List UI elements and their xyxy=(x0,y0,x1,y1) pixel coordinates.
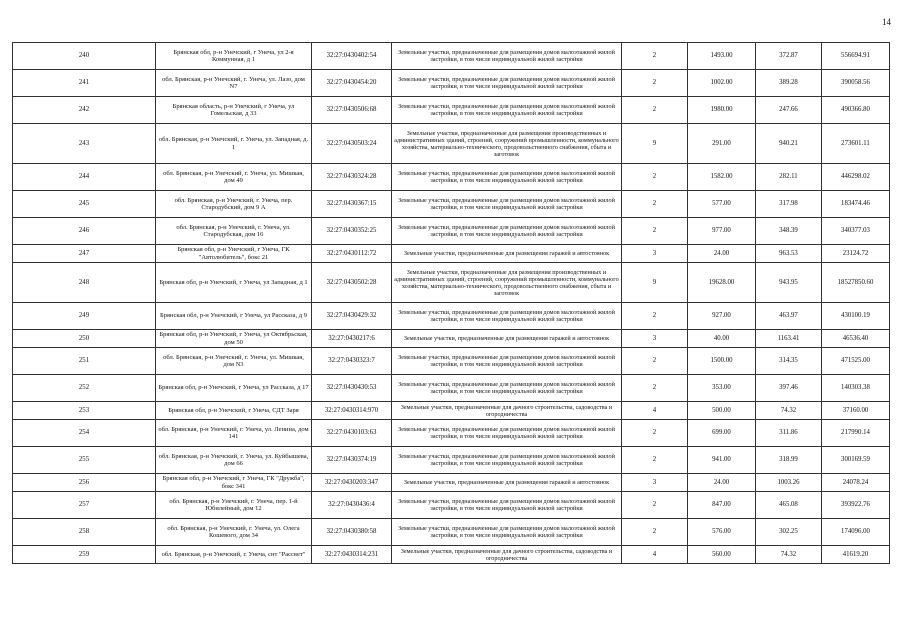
area-cell: 1582.00 xyxy=(688,164,756,191)
row-number-cell: 252 xyxy=(13,375,156,402)
group-number-cell: 4 xyxy=(622,402,688,420)
address-cell: обл. Брянская, р-н Унечский, г. Унеча, ул. Западная, д. 1 xyxy=(156,124,312,164)
area-cell: 1980.00 xyxy=(688,97,756,124)
cadastral-number-cell: 32:27:0430217:6 xyxy=(312,330,392,348)
cadastral-number-cell: 32:27:0430430:53 xyxy=(312,375,392,402)
area-cell: 577.00 xyxy=(688,191,756,218)
group-number-cell: 2 xyxy=(622,43,688,70)
area-cell: 1493.00 xyxy=(688,43,756,70)
cadastral-number-cell: 32:27:0430314:231 xyxy=(312,546,392,564)
row-number-cell: 240 xyxy=(13,43,156,70)
table-row xyxy=(13,70,890,97)
row-number-cell: 253 xyxy=(13,402,156,420)
table-row xyxy=(13,447,890,474)
specific-value-cell: 463.97 xyxy=(756,303,822,330)
specific-value-cell: 317.98 xyxy=(756,191,822,218)
address-cell: обл. Брянская, р-н Унечский, г. Унеча, снт "Рассвет" xyxy=(156,546,312,564)
area-cell: 500.00 xyxy=(688,402,756,420)
address-cell: обл. Брянская, р-н Унечский, г. Унеча, ул. Ленина, дом 141 xyxy=(156,420,312,447)
land-use-cell: Земельные участки, предназначенные для размещения домов малоэтажной жилой застройки, в том числе индивидуальной жилой застройки xyxy=(392,447,622,474)
land-use-cell: Земельные участки, предназначенные для размещения домов малоэтажной жилой застройки, в том числе индивидуальной жилой застройки xyxy=(392,43,622,70)
row-number-cell: 242 xyxy=(13,97,156,124)
specific-value-cell: 372.87 xyxy=(756,43,822,70)
group-number-cell: 2 xyxy=(622,420,688,447)
address-cell: обл. Брянская, р-н Унечский, г. Унеча, ул. Олега Кошевого, дом 34 xyxy=(156,519,312,546)
cadastral-value-cell: 556694.91 xyxy=(822,43,890,70)
cadastral-number-cell: 32:27:0430367:15 xyxy=(312,191,392,218)
row-number-cell: 250 xyxy=(13,330,156,348)
area-cell: 19628.00 xyxy=(688,263,756,303)
address-cell: обл. Брянская, р-н Унечский, г. Унеча, пер. 1-й Юбилейный, дом 12 xyxy=(156,492,312,519)
specific-value-cell: 314.35 xyxy=(756,348,822,375)
address-cell: Брянская обл, р-н Унечский, г Унеча, ул Октябрьская, дом 50 xyxy=(156,330,312,348)
row-number-cell: 247 xyxy=(13,245,156,263)
specific-value-cell: 963.53 xyxy=(756,245,822,263)
land-use-cell: Земельные участки, предназначенные для размещения производственных и административных зданий, строений, сооружений промышленности, коммунального хозяйства, материально-технического, продовольственного снабжения, сбыта и заготовок xyxy=(392,263,622,303)
group-number-cell: 2 xyxy=(622,218,688,245)
cadastral-number-cell: 32:27:0430314:970 xyxy=(312,402,392,420)
land-use-cell: Земельные участки, предназначенные для размещения домов малоэтажной жилой застройки, в том числе индивидуальной жилой застройки xyxy=(392,492,622,519)
table-row xyxy=(13,218,890,245)
cadastral-number-cell: 32:27:0430429:32 xyxy=(312,303,392,330)
row-number-cell: 249 xyxy=(13,303,156,330)
table-row xyxy=(13,375,890,402)
address-cell: обл. Брянская, р-н Унечский, г. Унеча, ул. Мишкая, дом 49 xyxy=(156,164,312,191)
table-row xyxy=(13,402,890,420)
specific-value-cell: 74.32 xyxy=(756,402,822,420)
area-cell: 291.00 xyxy=(688,124,756,164)
table-row xyxy=(13,43,890,70)
land-use-cell: Земельные участки, предназначенные для размещения домов малоэтажной жилой застройки, в том числе индивидуальной жилой застройки xyxy=(392,218,622,245)
row-number-cell: 246 xyxy=(13,218,156,245)
address-cell: Брянская обл, р-н Унечский, г Унеча, ул Рассказа, д 17 xyxy=(156,375,312,402)
cadastral-value-cell: 273601.11 xyxy=(822,124,890,164)
land-use-cell: Земельные участки, предназначенные для размещения домов малоэтажной жилой застройки, в том числе индивидуальной жилой застройки xyxy=(392,97,622,124)
group-number-cell: 2 xyxy=(622,348,688,375)
cadastral-value-cell: 46536.40 xyxy=(822,330,890,348)
specific-value-cell: 311.86 xyxy=(756,420,822,447)
specific-value-cell: 943.95 xyxy=(756,263,822,303)
row-number-cell: 259 xyxy=(13,546,156,564)
cadastral-value-cell: 24078.24 xyxy=(822,474,890,492)
address-cell: Брянская область, р-н Унечский, г Унеча, ул Гомельская, д 33 xyxy=(156,97,312,124)
table-row xyxy=(13,124,890,164)
table-row xyxy=(13,303,890,330)
table-row xyxy=(13,546,890,564)
row-number-cell: 243 xyxy=(13,124,156,164)
specific-value-cell: 348.39 xyxy=(756,218,822,245)
cadastral-value-cell: 300169.59 xyxy=(822,447,890,474)
row-number-cell: 254 xyxy=(13,420,156,447)
land-use-cell: Земельные участки, предназначенные для размещения домов малоэтажной жилой застройки, в том числе индивидуальной жилой застройки xyxy=(392,164,622,191)
group-number-cell: 2 xyxy=(622,191,688,218)
cadastral-number-cell: 32:27:0430324:28 xyxy=(312,164,392,191)
cadastral-value-cell: 37160.00 xyxy=(822,402,890,420)
cadastral-value-cell: 430100.19 xyxy=(822,303,890,330)
specific-value-cell: 389.28 xyxy=(756,70,822,97)
group-number-cell: 2 xyxy=(622,70,688,97)
group-number-cell: 2 xyxy=(622,492,688,519)
cadastral-value-cell: 18527850.60 xyxy=(822,263,890,303)
group-number-cell: 9 xyxy=(622,124,688,164)
land-use-cell: Земельные участки, предназначенные для размещения домов малоэтажной жилой застройки, в том числе индивидуальной жилой застройки xyxy=(392,420,622,447)
land-use-cell: Земельные участки, предназначенные для размещения домов малоэтажной жилой застройки, в том числе индивидуальной жилой застройки xyxy=(392,375,622,402)
specific-value-cell: 247.66 xyxy=(756,97,822,124)
address-cell: Брянская обл, р-н Унечский, г Унеча, СДТ Заря xyxy=(156,402,312,420)
land-use-cell: Земельные участки, предназначенные для размещения гаражей и автостоянок xyxy=(392,245,622,263)
table-row xyxy=(13,474,890,492)
cadastral-value-cell: 393922.76 xyxy=(822,492,890,519)
specific-value-cell: 302.25 xyxy=(756,519,822,546)
land-use-cell: Земельные участки, предназначенные для размещения домов малоэтажной жилой застройки, в том числе индивидуальной жилой застройки xyxy=(392,348,622,375)
land-use-cell: Земельные участки, предназначенные для дачного строительства, садоводства и огородничества xyxy=(392,546,622,564)
cadastral-value-cell: 390058.56 xyxy=(822,70,890,97)
address-cell: Брянская обл, р-н Унечский, г Унеча, ул Западная, д 1 xyxy=(156,263,312,303)
group-number-cell: 4 xyxy=(622,546,688,564)
group-number-cell: 2 xyxy=(622,375,688,402)
land-use-cell: Земельные участки, предназначенные для размещения домов малоэтажной жилой застройки, в том числе индивидуальной жилой застройки xyxy=(392,303,622,330)
cadastral-value-cell: 183474.46 xyxy=(822,191,890,218)
area-cell: 1500.00 xyxy=(688,348,756,375)
table-row xyxy=(13,191,890,218)
row-number-cell: 258 xyxy=(13,519,156,546)
group-number-cell: 3 xyxy=(622,245,688,263)
group-number-cell: 2 xyxy=(622,97,688,124)
group-number-cell: 2 xyxy=(622,519,688,546)
group-number-cell: 2 xyxy=(622,303,688,330)
address-cell: Брянская обл, р-н Унечский, г Унеча, ГК "Дружба", бокс 341 xyxy=(156,474,312,492)
address-cell: обл. Брянская, р-н Унечский, г. Унеча, ул. Мишкая, дом N3 xyxy=(156,348,312,375)
row-number-cell: 256 xyxy=(13,474,156,492)
row-number-cell: 244 xyxy=(13,164,156,191)
area-cell: 576.00 xyxy=(688,519,756,546)
cadastral-value-cell: 23124.72 xyxy=(822,245,890,263)
table-row xyxy=(13,420,890,447)
cadastral-number-cell: 32:27:0430502:28 xyxy=(312,263,392,303)
cadastral-number-cell: 32:27:0430103:63 xyxy=(312,420,392,447)
table-row xyxy=(13,348,890,375)
cadastral-number-cell: 32:27:0430352:25 xyxy=(312,218,392,245)
cadastral-value-cell: 340377.03 xyxy=(822,218,890,245)
cadastral-value-cell: 217990.14 xyxy=(822,420,890,447)
cadastral-value-cell: 174096.00 xyxy=(822,519,890,546)
table-row xyxy=(13,97,890,124)
cadastral-value-cell: 41619.20 xyxy=(822,546,890,564)
row-number-cell: 255 xyxy=(13,447,156,474)
area-cell: 24.00 xyxy=(688,474,756,492)
land-use-cell: Земельные участки, предназначенные для размещения домов малоэтажной жилой застройки, в том числе индивидуальной жилой застройки xyxy=(392,191,622,218)
cadastral-number-cell: 32:27:0430374:19 xyxy=(312,447,392,474)
group-number-cell: 2 xyxy=(622,164,688,191)
area-cell: 941.00 xyxy=(688,447,756,474)
specific-value-cell: 940.21 xyxy=(756,124,822,164)
cadastral-value-cell: 446298.02 xyxy=(822,164,890,191)
address-cell: обл. Брянская, р-н Унечский, г. Унеча, ул. Лазо, дом N7 xyxy=(156,70,312,97)
specific-value-cell: 465.08 xyxy=(756,492,822,519)
cadastral-number-cell: 32:27:0430436:4 xyxy=(312,492,392,519)
land-use-cell: Земельные участки, предназначенные для размещения домов малоэтажной жилой застройки, в том числе индивидуальной жилой застройки xyxy=(392,519,622,546)
land-use-cell: Земельные участки, предназначенные для размещения гаражей и автостоянок xyxy=(392,474,622,492)
table-row xyxy=(13,519,890,546)
specific-value-cell: 74.32 xyxy=(756,546,822,564)
address-cell: Брянская обл, р-н Унечский, г Унеча, ГК "Автолюбитель", бокс 21 xyxy=(156,245,312,263)
cadastral-number-cell: 32:27:0430506:68 xyxy=(312,97,392,124)
group-number-cell: 3 xyxy=(622,330,688,348)
page-number: 14 xyxy=(882,17,891,27)
area-cell: 699.00 xyxy=(688,420,756,447)
land-use-cell: Земельные участки, предназначенные для дачного строительства, садоводства и огородничества xyxy=(392,402,622,420)
row-number-cell: 257 xyxy=(13,492,156,519)
area-cell: 560.00 xyxy=(688,546,756,564)
address-cell: обл. Брянская, р-н Унечский, г. Унеча, ул. Стародубская, дом 16 xyxy=(156,218,312,245)
cadastral-number-cell: 32:27:0430323:7 xyxy=(312,348,392,375)
cadastral-number-cell: 32:27:0430112:72 xyxy=(312,245,392,263)
area-cell: 353.00 xyxy=(688,375,756,402)
specific-value-cell: 1003.26 xyxy=(756,474,822,492)
row-number-cell: 248 xyxy=(13,263,156,303)
area-cell: 847.00 xyxy=(688,492,756,519)
table-row xyxy=(13,263,890,303)
cadastral-value-cell: 490366.80 xyxy=(822,97,890,124)
table-row xyxy=(13,492,890,519)
group-number-cell: 9 xyxy=(622,263,688,303)
area-cell: 1002.00 xyxy=(688,70,756,97)
land-use-cell: Земельные участки, предназначенные для размещения домов малоэтажной жилой застройки, в том числе индивидуальной жилой застройки xyxy=(392,70,622,97)
table-row xyxy=(13,330,890,348)
table-row xyxy=(13,245,890,263)
land-use-cell: Земельные участки, предназначенные для размещения производственных и административных зданий, строений, сооружений промышленности, коммунального хозяйства, материально-технического, продовольственного снабжения, сбыта и заготовок xyxy=(392,124,622,164)
land-use-cell: Земельные участки, предназначенные для размещения гаражей и автостоянок xyxy=(392,330,622,348)
area-cell: 24.00 xyxy=(688,245,756,263)
address-cell: обл. Брянская, р-н Унечский, г. Унеча, пер. Стародубский, дом 9 А xyxy=(156,191,312,218)
cadastral-value-cell: 471525.00 xyxy=(822,348,890,375)
row-number-cell: 251 xyxy=(13,348,156,375)
address-cell: Брянская обл, р-н Унечский, г Унеча, ул 2-я Коммунная, д 1 xyxy=(156,43,312,70)
table-row xyxy=(13,164,890,191)
row-number-cell: 241 xyxy=(13,70,156,97)
row-number-cell: 245 xyxy=(13,191,156,218)
specific-value-cell: 318.99 xyxy=(756,447,822,474)
cadastral-number-cell: 32:27:0430503:24 xyxy=(312,124,392,164)
cadastral-number-cell: 32:27:0430203:347 xyxy=(312,474,392,492)
cadastral-number-cell: 32:27:0430454:20 xyxy=(312,70,392,97)
area-cell: 40.00 xyxy=(688,330,756,348)
address-cell: Брянская обл, р-н Унечский, г Унеча, ул Рассказа, д 9 xyxy=(156,303,312,330)
specific-value-cell: 397.46 xyxy=(756,375,822,402)
land-valuation-table xyxy=(12,42,890,564)
group-number-cell: 3 xyxy=(622,474,688,492)
area-cell: 977.00 xyxy=(688,218,756,245)
cadastral-number-cell: 32:27:0430380:58 xyxy=(312,519,392,546)
group-number-cell: 2 xyxy=(622,447,688,474)
specific-value-cell: 1163.41 xyxy=(756,330,822,348)
specific-value-cell: 282.11 xyxy=(756,164,822,191)
area-cell: 927.00 xyxy=(688,303,756,330)
address-cell: обл. Брянская, р-н Унечский, г. Унеча, ул. Куйбышева, дом 66 xyxy=(156,447,312,474)
cadastral-value-cell: 140303.38 xyxy=(822,375,890,402)
cadastral-number-cell: 32:27:0430402:54 xyxy=(312,43,392,70)
table-body xyxy=(13,43,890,564)
